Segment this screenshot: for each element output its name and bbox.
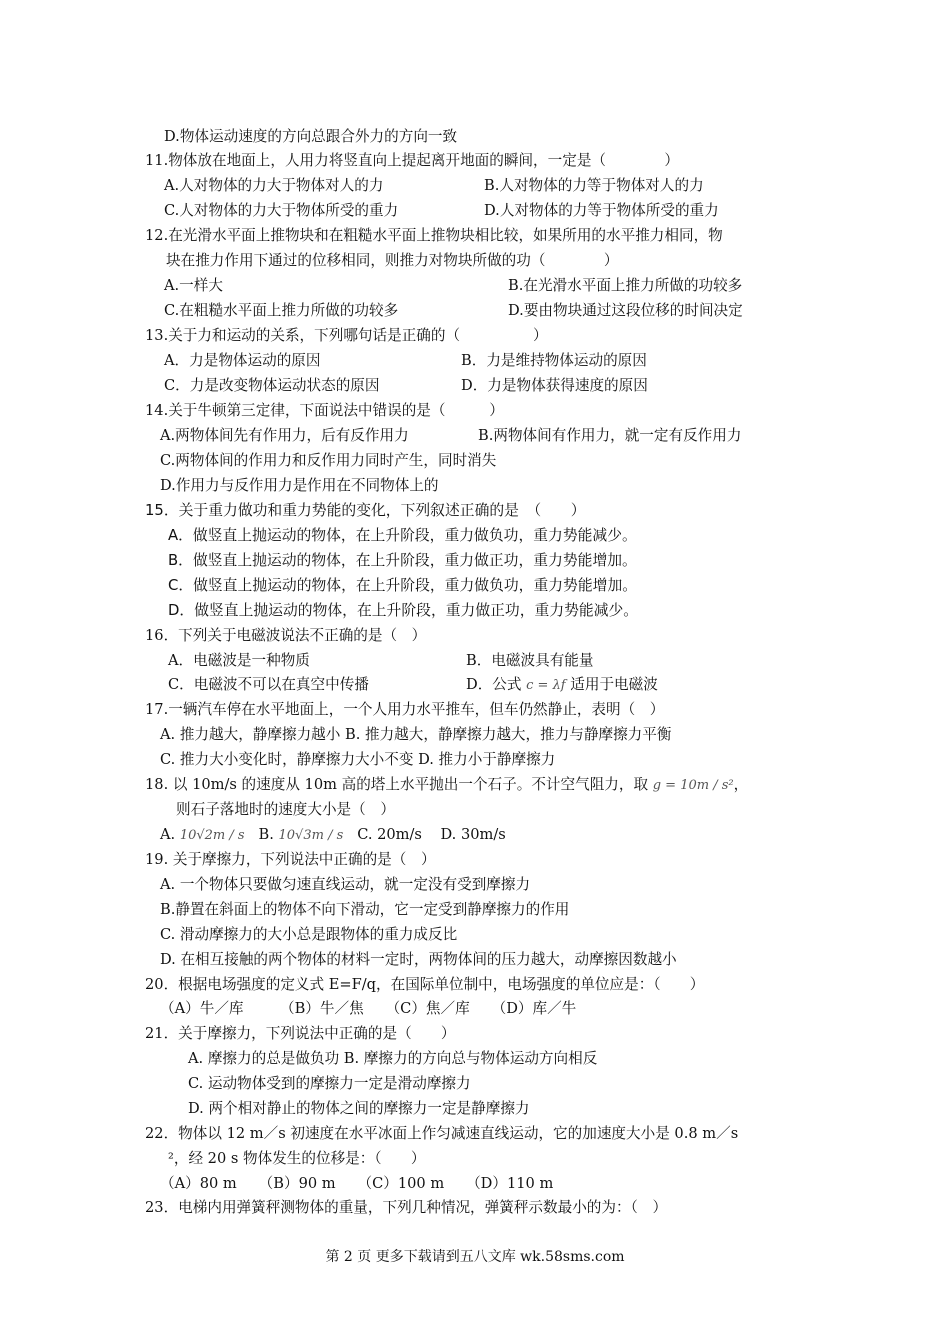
q19-option-d: D. 在相互接触的两个物体的材料一定时，两物体间的压力越大，动摩擦因数越小 [160,951,677,968]
q12-option-a: A.一样大 [164,277,223,294]
q17-options-ab: A. 推力越大，静摩擦力越小 B. 推力越大，静摩擦力越大，推力与静摩擦力平衡 [160,726,672,743]
q21-stem: 21．关于摩擦力，下列说法中正确的是（ ） [145,1025,456,1042]
q19-stem: 19. 关于摩擦力，下列说法中正确的是（ ） [145,851,436,868]
gravity-formula: g = 10m / s² [652,778,734,793]
q20-stem: 20．根据电场强度的定义式 E=F/q，在国际单位制中，电场强度的单位应是：（ ） [145,976,705,993]
q23-stem: 23．电梯内用弹簧秤测物体的重量，下列几种情况，弹簧秤示数最小的为：（ ） [145,1199,668,1216]
q21-options-ab: A. 摩擦力的总是做负功 B. 摩擦力的方向总与物体运动方向相反 [188,1050,598,1067]
q16-option-a: A．电磁波是一种物质 [168,652,310,669]
q20-options: （A）牛／库 （B）牛／焦 （C）焦／库 （D）库／牛 [160,1000,577,1017]
q16-stem: 16．下列关于电磁波说法不正确的是（ ） [145,627,427,644]
q16-option-b: B．电磁波具有能量 [466,652,594,669]
q18-option-c: C. 20m/s [357,826,422,843]
q15-stem: 15．关于重力做功和重力势能的变化，下列叙述正确的是 （ ） [145,502,586,519]
q13-option-d: D．力是物体获得速度的原因 [461,377,648,394]
q21-option-d: D. 两个相对静止的物体之间的摩擦力一定是静摩擦力 [188,1100,530,1117]
q14-option-c: C.两物体间的作用力和反作用力同时产生，同时消失 [160,452,497,469]
q11-option-b: B.人对物体的力等于物体对人的力 [484,177,704,194]
q16-option-d [466,675,658,696]
q14-option-b: B.两物体间有作用力，就一定有反作用力 [478,427,742,444]
q15-option-d: D．做竖直上抛运动的物体，在上升阶段，重力做正功，重力势能减少。 [168,602,639,619]
wave-formula: c = λf [526,678,566,693]
q19-option-c: C. 滑动摩擦力的大小总是跟物体的重力成反比 [160,926,458,943]
q11-option-d: D.人对物体的力等于物体所受的重力 [484,202,719,219]
q18-stem-comma: ， [733,776,749,793]
q14-option-d: D.作用力与反作用力是作用在不同物体上的 [160,477,439,494]
q12-stem-cont: 块在推力作用下通过的位移相同，则推力对物块所做的功（ ） [166,252,619,269]
q14-stem: 14.关于牛顿第三定律，下面说法中错误的是（ ） [145,402,504,419]
q22-options: （A）80 m （B）90 m （C）100 m （D）110 m [160,1175,554,1192]
page-footer: 第 2 页 更多下载请到五八文库 wk.58sms.com [325,1249,625,1265]
q18-option-d: D. 30m/s [440,826,506,843]
q17-stem: 17.一辆汽车停在水平地面上，一个人用力水平推车，但车仍然静止，表明（ ） [145,701,665,718]
q10-option-d: D.物体运动速度的方向总跟合外力的方向一致 [164,128,458,145]
q11-option-a: A.人对物体的力大于物体对人的力 [164,177,384,194]
q11-stem: 11.物体放在地面上，人用力将竖直向上提起离开地面的瞬间，一定是（ ） [145,152,679,169]
q13-option-b: B．力是维持物体运动的原因 [461,352,647,369]
q18-stem [145,775,748,796]
q16-option-c: C．电磁波不可以在真空中传播 [168,676,369,693]
q13-option-c: C．力是改变物体运动状态的原因 [164,377,380,394]
q13-option-a: A．力是物体运动的原因 [164,352,321,369]
q15-option-b: B．做竖直上抛运动的物体，在上升阶段，重力做正功，重力势能增加。 [168,552,637,569]
q15-option-a: A．做竖直上抛运动的物体，在上升阶段，重力做负功，重力势能减少。 [168,527,637,544]
q21-option-c: C. 运动物体受到的摩擦力一定是滑动摩擦力 [188,1075,471,1092]
q11-option-c: C.人对物体的力大于物体所受的重力 [164,202,399,219]
q18-option-a-value: 10√2m / s [179,828,245,843]
q16-option-d-text: 适用于电磁波 [570,676,658,693]
q22-stem-cont: ²，经 20 s 物体发生的位移是：（ ） [168,1150,426,1167]
q18-stem-cont: 则石子落地时的速度大小是（ ） [176,801,395,818]
q18-stem-text: 18. 以 10m/s 的速度从 10m 高的塔上水平抛出一个石子。不计空气阻力，取 [145,776,649,793]
q12-stem: 12.在光滑水平面上推物块和在粗糙水平面上推物块相比较，如果所用的水平推力相同，物 [145,227,723,244]
q19-option-b: B.静置在斜面上的物体不向下滑动，它一定受到静摩擦力的作用 [160,901,570,918]
q18-option-b-value: 10√3m / s [278,828,344,843]
q19-option-a: A. 一个物体只要做匀速直线运动，就一定没有受到摩擦力 [160,876,531,893]
q18-option-a-label: A. [160,826,176,843]
q22-stem: 22．物体以 12 m／s 初速度在水平冰面上作匀减速直线运动，它的加速度大小是 0.8 m／s [145,1125,739,1142]
q14-option-a: A.两物体间先有作用力，后有反作用力 [160,427,409,444]
q18-options [160,825,506,846]
q12-option-b: B.在光滑水平面上推力所做的功较多 [508,277,743,294]
q15-option-c: C．做竖直上抛运动的物体，在上升阶段，重力做负功，重力势能增加。 [168,577,638,594]
q18-option-b-label: B. [258,826,274,843]
q12-option-d: D.要由物块通过这段位移的时间决定 [508,302,743,319]
q16-option-d-label: D．公式 [466,676,522,693]
q12-option-c: C.在粗糙水平面上推力所做的功较多 [164,302,399,319]
q17-options-cd: C. 推力大小变化时，静摩擦力大小不变 D. 推力小于静摩擦力 [160,751,556,768]
q13-stem: 13.关于力和运动的关系，下列哪句话是正确的（ ） [145,327,548,344]
